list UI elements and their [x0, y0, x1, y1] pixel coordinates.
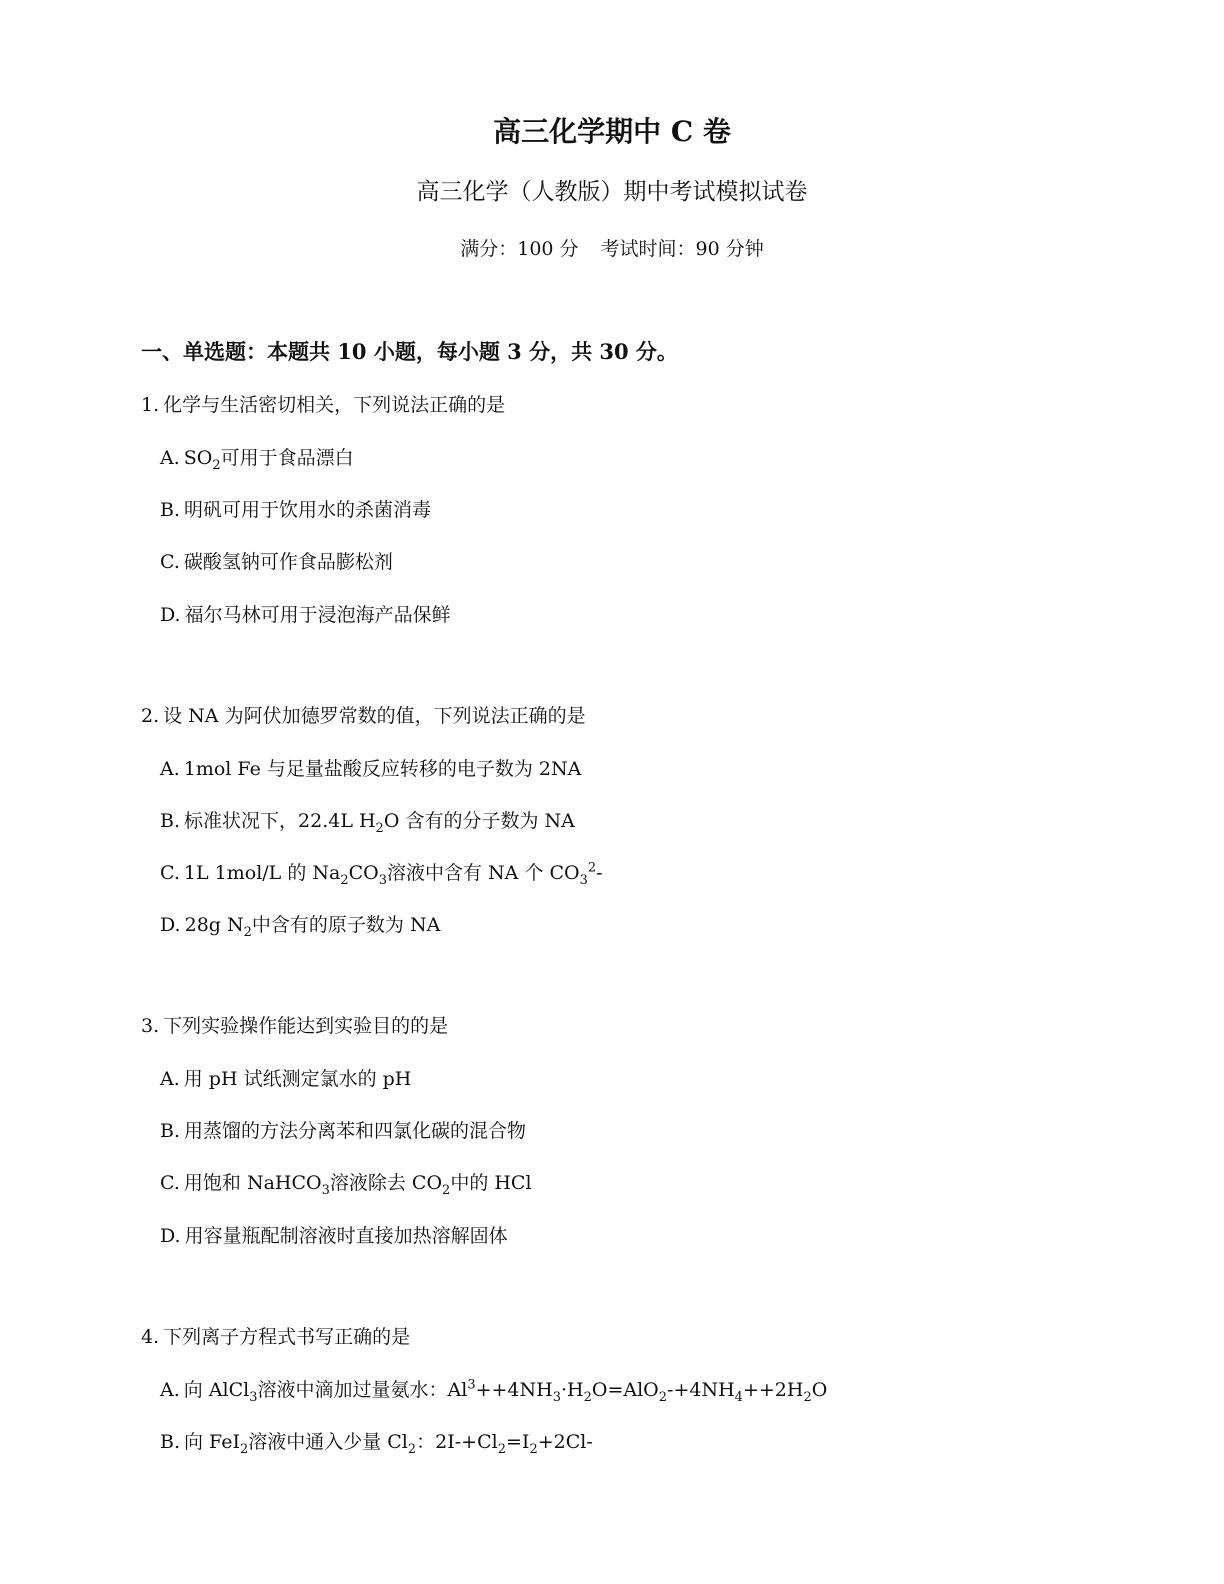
option-label: B. — [160, 1431, 181, 1453]
subscript: 2 — [497, 1441, 507, 1457]
full-score: 满分：100 分 — [460, 238, 579, 260]
subscript: 2 — [658, 1389, 668, 1405]
option-item — [160, 1427, 593, 1457]
option-item — [160, 495, 431, 525]
option-label: D. — [160, 914, 181, 936]
subscript: 3 — [552, 1389, 561, 1405]
option-text: 用蒸馏的方法分离苯和四氯化碳的混合物 — [184, 1120, 527, 1142]
option-item — [160, 443, 354, 473]
option-item — [160, 754, 581, 784]
exam-time: 考试时间：90 分钟 — [600, 238, 764, 260]
option-label: A. — [160, 447, 180, 469]
subscript: 2 — [340, 872, 349, 888]
option-text: O 含有的分子数为 NA — [383, 810, 575, 832]
option-text: ++2H — [742, 1379, 804, 1401]
subscript: 2 — [243, 924, 252, 940]
exam-info — [0, 234, 1224, 264]
option-text: 28g N — [184, 914, 244, 936]
option-label: A. — [160, 1068, 180, 1090]
option-label: D. — [160, 604, 181, 626]
question-number: 2. — [141, 705, 160, 727]
option-item — [160, 1168, 532, 1198]
question-number: 4. — [141, 1326, 160, 1348]
option-label: C. — [160, 1172, 180, 1194]
option-text: +2Cl- — [537, 1431, 593, 1453]
page-title: 高三化学期中 C 卷 — [493, 115, 731, 148]
option-text: 向 FeI — [184, 1431, 240, 1453]
option-item — [160, 1064, 411, 1094]
option-item — [160, 1116, 526, 1146]
option-text: ：2I-+Cl — [416, 1431, 498, 1453]
subscript: 2 — [407, 1441, 417, 1457]
option-text: 碳酸氢钠可作食品膨松剂 — [183, 551, 393, 573]
option-label: C. — [160, 551, 180, 573]
subscript: 4 — [734, 1389, 743, 1405]
option-label: C. — [160, 862, 180, 884]
option-text: 向 AlCl — [183, 1379, 250, 1401]
option-label: D. — [160, 1225, 181, 1247]
option-label: A. — [160, 1379, 180, 1401]
question-stem — [141, 1322, 410, 1352]
question-text: 设 NA 为阿伏加德罗常数的值，下列说法正确的是 — [163, 705, 586, 727]
subscript: 3 — [579, 872, 588, 888]
option-text: ·H — [561, 1379, 584, 1401]
option-text: SO — [183, 447, 213, 469]
superscript: 3 — [467, 1377, 476, 1393]
page-subtitle: 高三化学（人教版）期中考试模拟试卷 — [416, 179, 808, 205]
subscript: 2 — [583, 1389, 592, 1405]
option-text: O — [811, 1379, 828, 1401]
option-text: O=AlO — [591, 1379, 659, 1401]
question-text: 下列离子方程式书写正确的是 — [163, 1326, 411, 1348]
option-text: 用饱和 NaHCO — [183, 1172, 322, 1194]
option-item — [160, 806, 575, 836]
option-text: -+4NH — [667, 1379, 735, 1401]
subscript: 2 — [529, 1441, 538, 1457]
option-label: B. — [160, 1120, 181, 1142]
subscript: 3 — [249, 1389, 258, 1405]
option-label: B. — [160, 499, 181, 521]
option-text: 溶液除去 CO — [329, 1172, 443, 1194]
option-text: 1L 1mol/L 的 Na — [183, 862, 341, 884]
option-text: 溶液中含有 NA 个 CO — [387, 862, 580, 884]
option-text: 1mol Fe 与足量盐酸反应转移的电子数为 2NA — [183, 758, 582, 780]
question-number: 1. — [141, 394, 160, 416]
superscript: 2 — [587, 860, 597, 876]
question-stem — [141, 701, 586, 731]
subscript: 2 — [212, 457, 221, 473]
option-text: 明矾可用于饮用水的杀菌消毒 — [184, 499, 432, 521]
option-text: 标准状况下，22.4L H — [184, 810, 376, 832]
option-item — [160, 547, 393, 577]
question-stem — [141, 390, 505, 420]
option-item — [160, 1375, 827, 1405]
question-number: 3. — [141, 1015, 160, 1037]
subscript: 2 — [239, 1441, 249, 1457]
option-item — [160, 600, 451, 630]
option-text: ++4NH — [475, 1379, 553, 1401]
option-text: 福尔马林可用于浸泡海产品保鲜 — [184, 604, 451, 626]
option-text: 中的 HCl — [450, 1172, 532, 1194]
option-item — [160, 1221, 508, 1251]
option-text: 可用于食品漂白 — [220, 447, 354, 469]
subscript: 3 — [378, 872, 388, 888]
option-item — [160, 858, 603, 888]
option-text: 用容量瓶配制溶液时直接加热溶解固体 — [184, 1225, 508, 1247]
option-text: CO — [348, 862, 379, 884]
subscript: 2 — [803, 1389, 812, 1405]
question-text: 化学与生活密切相关，下列说法正确的是 — [163, 394, 506, 416]
option-text: 溶液中通入少量 Cl — [248, 1431, 408, 1453]
question-text: 下列实验操作能达到实验目的的是 — [163, 1015, 449, 1037]
option-text: 用 pH 试纸测定氯水的 pH — [183, 1068, 412, 1090]
option-text: =I — [506, 1431, 530, 1453]
option-text: - — [596, 862, 603, 884]
subscript: 2 — [375, 820, 384, 836]
option-text: 中含有的原子数为 NA — [251, 914, 441, 936]
option-text: 溶液中滴加过量氨水：Al — [257, 1379, 468, 1401]
section-heading: 一、单选题：本题共 10 小题，每小题 3 分，共 30 分。 — [141, 339, 678, 364]
option-label: B. — [160, 810, 181, 832]
question-stem — [141, 1011, 448, 1041]
option-item — [160, 910, 440, 940]
subscript: 3 — [321, 1182, 330, 1198]
subscript: 2 — [442, 1182, 451, 1198]
option-label: A. — [160, 758, 180, 780]
